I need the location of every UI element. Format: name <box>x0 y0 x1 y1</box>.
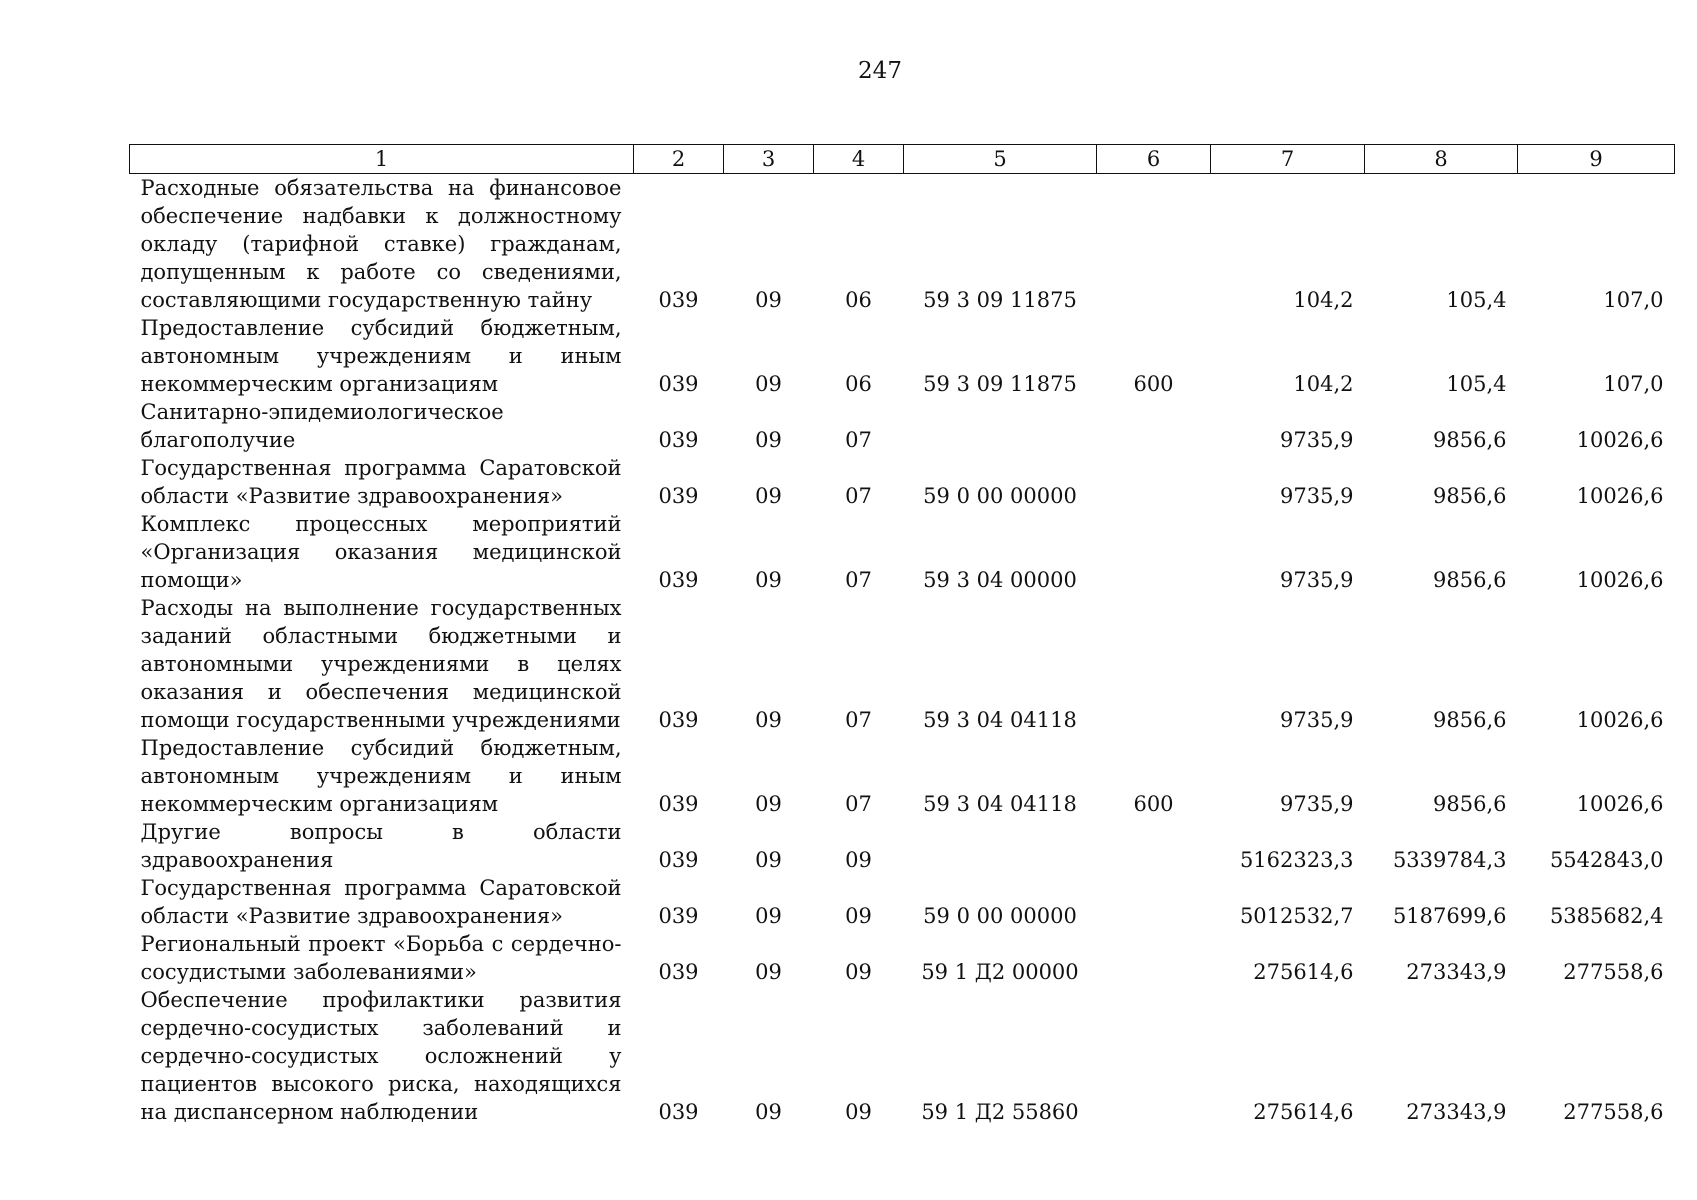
row-name: Комплекс процессных мероприятий «Организация оказания медицинской помощи» <box>140 512 622 592</box>
row-name: Предоставление субсидий бюджетным, автономным учреждениям и иным некоммерческим организациям <box>140 316 622 396</box>
header-col-5: 5 <box>904 145 1097 174</box>
header-col-4: 4 <box>814 145 904 174</box>
cell-expense-type: 600 <box>1133 372 1174 396</box>
table-row <box>130 818 1675 874</box>
cell-col-4: 07 <box>845 568 872 592</box>
table-row <box>130 510 1675 594</box>
cell-col-3: 09 <box>755 428 782 452</box>
cell-amount-col-8: 105,4 <box>1446 372 1507 396</box>
cell-amount-col-9: 10026,6 <box>1576 568 1664 592</box>
cell-target-code <box>904 398 1097 454</box>
table-row <box>130 174 1675 315</box>
cell-col-3: 09 <box>755 848 782 872</box>
cell-col-2: 039 <box>658 372 699 396</box>
cell-amount-col-7: 9735,9 <box>1280 792 1354 816</box>
cell-amount-col-9: 277558,6 <box>1563 960 1664 984</box>
cell-expense-type: 600 <box>1133 792 1174 816</box>
cell-target-code: 59 3 09 11875 <box>923 288 1077 312</box>
cell-col-2: 039 <box>658 848 699 872</box>
cell-amount-col-9: 10026,6 <box>1576 708 1664 732</box>
row-name: Расходные обязательства на финансовое обеспечение надбавки к должностному окладу (тарифной ставке) гражданам, допущенным к работе со сведениями, составляющими государственную тайну <box>140 176 622 312</box>
header-row <box>130 145 1675 174</box>
header-col-6: 6 <box>1097 145 1211 174</box>
cell-amount-col-9: 107,0 <box>1603 288 1664 312</box>
row-name: Санитарно-эпидемиологическое благополучие <box>140 400 504 452</box>
table-row <box>130 454 1675 510</box>
cell-col-2: 039 <box>658 960 699 984</box>
cell-amount-col-7: 275614,6 <box>1253 1100 1354 1124</box>
cell-col-2: 039 <box>658 708 699 732</box>
cell-amount-col-7: 9735,9 <box>1280 428 1354 452</box>
header-col-3: 3 <box>724 145 814 174</box>
cell-col-4: 09 <box>845 904 872 928</box>
cell-col-3: 09 <box>755 288 782 312</box>
header-col-9: 9 <box>1518 145 1675 174</box>
cell-target-code: 59 1 Д2 00000 <box>921 960 1079 984</box>
cell-col-4: 07 <box>845 792 872 816</box>
row-name: Государственная программа Саратовской области «Развитие здравоохранения» <box>140 456 622 508</box>
cell-target-code <box>904 818 1097 874</box>
cell-amount-col-8: 5187699,6 <box>1392 904 1507 928</box>
cell-amount-col-7: 9735,9 <box>1280 708 1354 732</box>
cell-col-4: 07 <box>845 484 872 508</box>
cell-amount-col-8: 5339784,3 <box>1392 848 1507 872</box>
cell-amount-col-8: 9856,6 <box>1433 568 1507 592</box>
cell-col-4: 06 <box>845 288 872 312</box>
cell-col-2: 039 <box>658 288 699 312</box>
cell-col-2: 039 <box>658 484 699 508</box>
cell-target-code: 59 3 04 04118 <box>923 792 1077 816</box>
cell-expense-type <box>1097 818 1211 874</box>
cell-amount-col-7: 5162323,3 <box>1239 848 1354 872</box>
row-name: Предоставление субсидий бюджетным, автономным учреждениям и иным некоммерческим организациям <box>140 736 622 816</box>
row-name: Другие вопросы в области здравоохранения <box>140 820 622 872</box>
cell-col-4: 07 <box>845 428 872 452</box>
cell-col-3: 09 <box>755 1100 782 1124</box>
table-row <box>130 986 1675 1126</box>
cell-col-4: 09 <box>845 848 872 872</box>
cell-col-3: 09 <box>755 904 782 928</box>
table-row <box>130 398 1675 454</box>
cell-col-3: 09 <box>755 568 782 592</box>
cell-amount-col-8: 9856,6 <box>1433 708 1507 732</box>
cell-col-3: 09 <box>755 372 782 396</box>
row-name: Региональный проект «Борьба с сердечно-сосудистыми заболеваниями» <box>140 932 622 984</box>
cell-amount-col-7: 9735,9 <box>1280 484 1354 508</box>
cell-amount-col-9: 10026,6 <box>1576 484 1664 508</box>
cell-target-code: 59 1 Д2 55860 <box>921 1100 1079 1124</box>
header-col-1: 1 <box>130 145 634 174</box>
cell-amount-col-8: 9856,6 <box>1433 428 1507 452</box>
table-row <box>130 314 1675 398</box>
cell-col-4: 09 <box>845 1100 872 1124</box>
cell-expense-type <box>1097 398 1211 454</box>
cell-col-3: 09 <box>755 960 782 984</box>
cell-amount-col-9: 10026,6 <box>1576 792 1664 816</box>
cell-amount-col-9: 5542843,0 <box>1549 848 1664 872</box>
cell-expense-type <box>1097 930 1211 986</box>
cell-col-2: 039 <box>658 792 699 816</box>
cell-expense-type <box>1097 510 1211 594</box>
header-col-7: 7 <box>1211 145 1365 174</box>
cell-col-3: 09 <box>755 484 782 508</box>
cell-target-code: 59 0 00 00000 <box>923 904 1077 928</box>
row-name: Расходы на выполнение государственных заданий областными бюджетными и автономными учреждениями в целях оказания и обеспечения медицинской помощи государственными учреждениями <box>140 596 622 732</box>
cell-amount-col-7: 104,2 <box>1293 372 1354 396</box>
cell-expense-type <box>1097 174 1211 315</box>
cell-amount-col-9: 10026,6 <box>1576 428 1664 452</box>
cell-col-2: 039 <box>658 428 699 452</box>
table-row <box>130 734 1675 818</box>
cell-col-2: 039 <box>658 904 699 928</box>
cell-amount-col-8: 273343,9 <box>1406 960 1507 984</box>
header-col-2: 2 <box>634 145 724 174</box>
cell-col-4: 07 <box>845 708 872 732</box>
cell-col-4: 06 <box>845 372 872 396</box>
cell-amount-col-8: 273343,9 <box>1406 1100 1507 1124</box>
cell-amount-col-7: 5012532,7 <box>1239 904 1354 928</box>
cell-amount-col-8: 105,4 <box>1446 288 1507 312</box>
page-number: 247 <box>858 58 902 84</box>
header-col-8: 8 <box>1365 145 1518 174</box>
cell-expense-type <box>1097 594 1211 734</box>
cell-amount-col-8: 9856,6 <box>1433 484 1507 508</box>
table-body <box>130 174 1675 1127</box>
cell-col-4: 09 <box>845 960 872 984</box>
cell-col-2: 039 <box>658 1100 699 1124</box>
cell-col-3: 09 <box>755 792 782 816</box>
cell-expense-type <box>1097 874 1211 930</box>
cell-expense-type <box>1097 454 1211 510</box>
cell-target-code: 59 3 09 11875 <box>923 372 1077 396</box>
cell-amount-col-7: 104,2 <box>1293 288 1354 312</box>
row-name: Государственная программа Саратовской области «Развитие здравоохранения» <box>140 876 622 928</box>
cell-amount-col-9: 5385682,4 <box>1549 904 1664 928</box>
cell-target-code: 59 3 04 00000 <box>923 568 1077 592</box>
cell-target-code: 59 3 04 04118 <box>923 708 1077 732</box>
cell-col-3: 09 <box>755 708 782 732</box>
cell-amount-col-7: 275614,6 <box>1253 960 1354 984</box>
row-name: Обеспечение профилактики развития сердечно-сосудистых заболеваний и сердечно-сосудистых осложнений у пациентов высокого риска, находящихся на диспансерном наблюдении <box>140 988 622 1124</box>
cell-amount-col-9: 107,0 <box>1603 372 1664 396</box>
cell-col-2: 039 <box>658 568 699 592</box>
cell-expense-type <box>1097 986 1211 1126</box>
table-row <box>130 930 1675 986</box>
cell-amount-col-7: 9735,9 <box>1280 568 1354 592</box>
cell-amount-col-8: 9856,6 <box>1433 792 1507 816</box>
budget-table <box>129 144 1675 1126</box>
table-row <box>130 594 1675 734</box>
table-row <box>130 874 1675 930</box>
cell-target-code: 59 0 00 00000 <box>923 484 1077 508</box>
cell-amount-col-9: 277558,6 <box>1563 1100 1664 1124</box>
table-header <box>130 145 1675 174</box>
